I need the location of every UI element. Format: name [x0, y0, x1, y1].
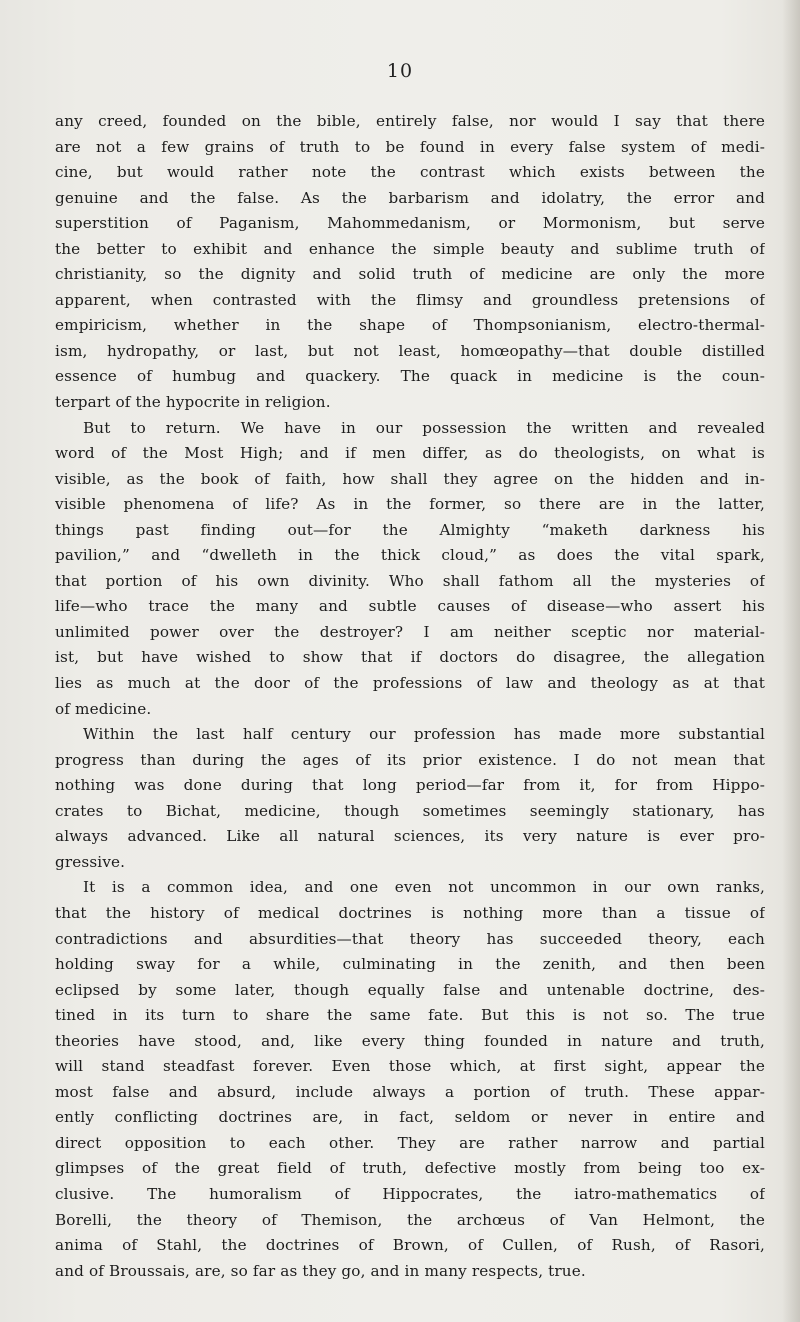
text-line: apparent, when contrasted with the flimsy and groundless pretensions of [55, 290, 765, 309]
text-line: clusive. The humoralism of Hippocrates, the iatro-mathematics of [55, 1184, 765, 1203]
text-line: ism, hydropathy, or last, but not least, homœopathy—that double distilled [55, 341, 765, 360]
text-line: theories have stood, and, like every thing founded in nature and truth, [55, 1031, 765, 1050]
text-line: superstition of Paganism, Mahommedanism, or Mormonism, but serve [55, 214, 765, 233]
text-line: progress than during the ages of its prior existence. I do not mean that [55, 750, 765, 769]
text-line: But to return. We have in our possession the written and revealed [83, 418, 765, 437]
text-line: the better to exhibit and enhance the simple beauty and sublime truth of [55, 239, 765, 258]
text-line: genuine and the false. As the barbarism and idolatry, the error and [55, 188, 765, 207]
text-line: tined in its turn to share the same fate. But this is not so. The true [55, 1006, 765, 1025]
text-line: most false and absurd, include always a portion of truth. These appar- [55, 1082, 765, 1101]
text-line: things past finding out—for the Almighty “maketh darkness his [55, 520, 765, 539]
text-line: direct opposition to each other. They are rather narrow and partial [55, 1133, 765, 1152]
text-line: any creed, founded on the bible, entirely false, nor would I say that there [55, 112, 765, 130]
text-line: christianity, so the dignity and solid truth of medicine are only the more [55, 265, 765, 284]
text-line: crates to Bichat, medicine, though sometimes seemingly stationary, has [55, 801, 765, 820]
text-line: ist, but have wished to show that if doctors do disagree, the allegation [55, 648, 765, 667]
text-line: anima of Stahl, the doctrines of Brown, of Cullen, of Rush, of Rasori, [55, 1236, 765, 1255]
text-line: word of the Most High; and if men differ, as do theologists, on what is [55, 444, 765, 463]
page-edge-shadow [782, 0, 800, 1322]
text-line: are not a few grains of truth to be found in every false system of medi- [55, 137, 765, 156]
text-line: visible phenomena of life? As in the former, so there are in the latter, [55, 495, 765, 514]
text-line: cine, but would rather note the contrast which exists between the [55, 163, 765, 182]
text-line: gressive. [55, 852, 126, 871]
text-line: that the history of medical doctrines is nothing more than a tissue of [55, 903, 765, 922]
text-line: It is a common idea, and one even not uncommon in our own ranks, [83, 878, 765, 897]
page-number: 10 [386, 60, 414, 82]
text-line: Borelli, the theory of Themison, the archœus of Van Helmont, the [55, 1210, 765, 1229]
text-line: life—who trace the many and subtle causes of disease—who assert his [55, 597, 765, 616]
text-line: always advanced. Like all natural sciences, its very nature is ever pro- [55, 827, 765, 846]
text-line: nothing was done during that long period—far from it, for from Hippo- [55, 776, 765, 795]
text-line: empiricism, whether in the shape of Thompsonianism, electro-thermal- [55, 316, 765, 335]
text-line: terpart of the hypocrite in religion. [55, 393, 331, 412]
text-line: lies as much at the door of the professions of law and theology as at that [55, 674, 765, 693]
body-text [55, 109, 765, 1284]
text-line: ently conflicting doctrines are, in fact, seldom or never in entire and [55, 1108, 765, 1127]
text-line: will stand steadfast forever. Even those which, at first sight, appear the [55, 1057, 765, 1076]
text-line: glimpses of the great field of truth, defective mostly from being too ex- [55, 1159, 765, 1178]
text-line: contradictions and absurdities—that theory has succeeded theory, each [55, 929, 765, 948]
text-line: Within the last half century our profession has made more substantial [83, 725, 765, 744]
text-line: that portion of his own divinity. Who shall fathom all the mysteries of [55, 571, 765, 590]
text-line: pavilion,” and “dwelleth in the thick cloud,” as does the vital spark, [55, 546, 765, 565]
text-line: holding sway for a while, culminating in the zenith, and then been [55, 955, 765, 974]
text-line: of medicine. [55, 699, 152, 718]
text-line: and of Broussais, are, so far as they go, and in many respects, true. [55, 1261, 586, 1280]
text-line: eclipsed by some later, though equally false and untenable doctrine, des- [55, 980, 765, 999]
text-line: visible, as the book of faith, how shall they agree on the hidden and in- [55, 469, 765, 488]
text-line: unlimited power over the destroyer? I am neither sceptic nor material- [55, 622, 765, 641]
text-line: essence of humbug and quackery. The quack in medicine is the coun- [55, 367, 765, 386]
